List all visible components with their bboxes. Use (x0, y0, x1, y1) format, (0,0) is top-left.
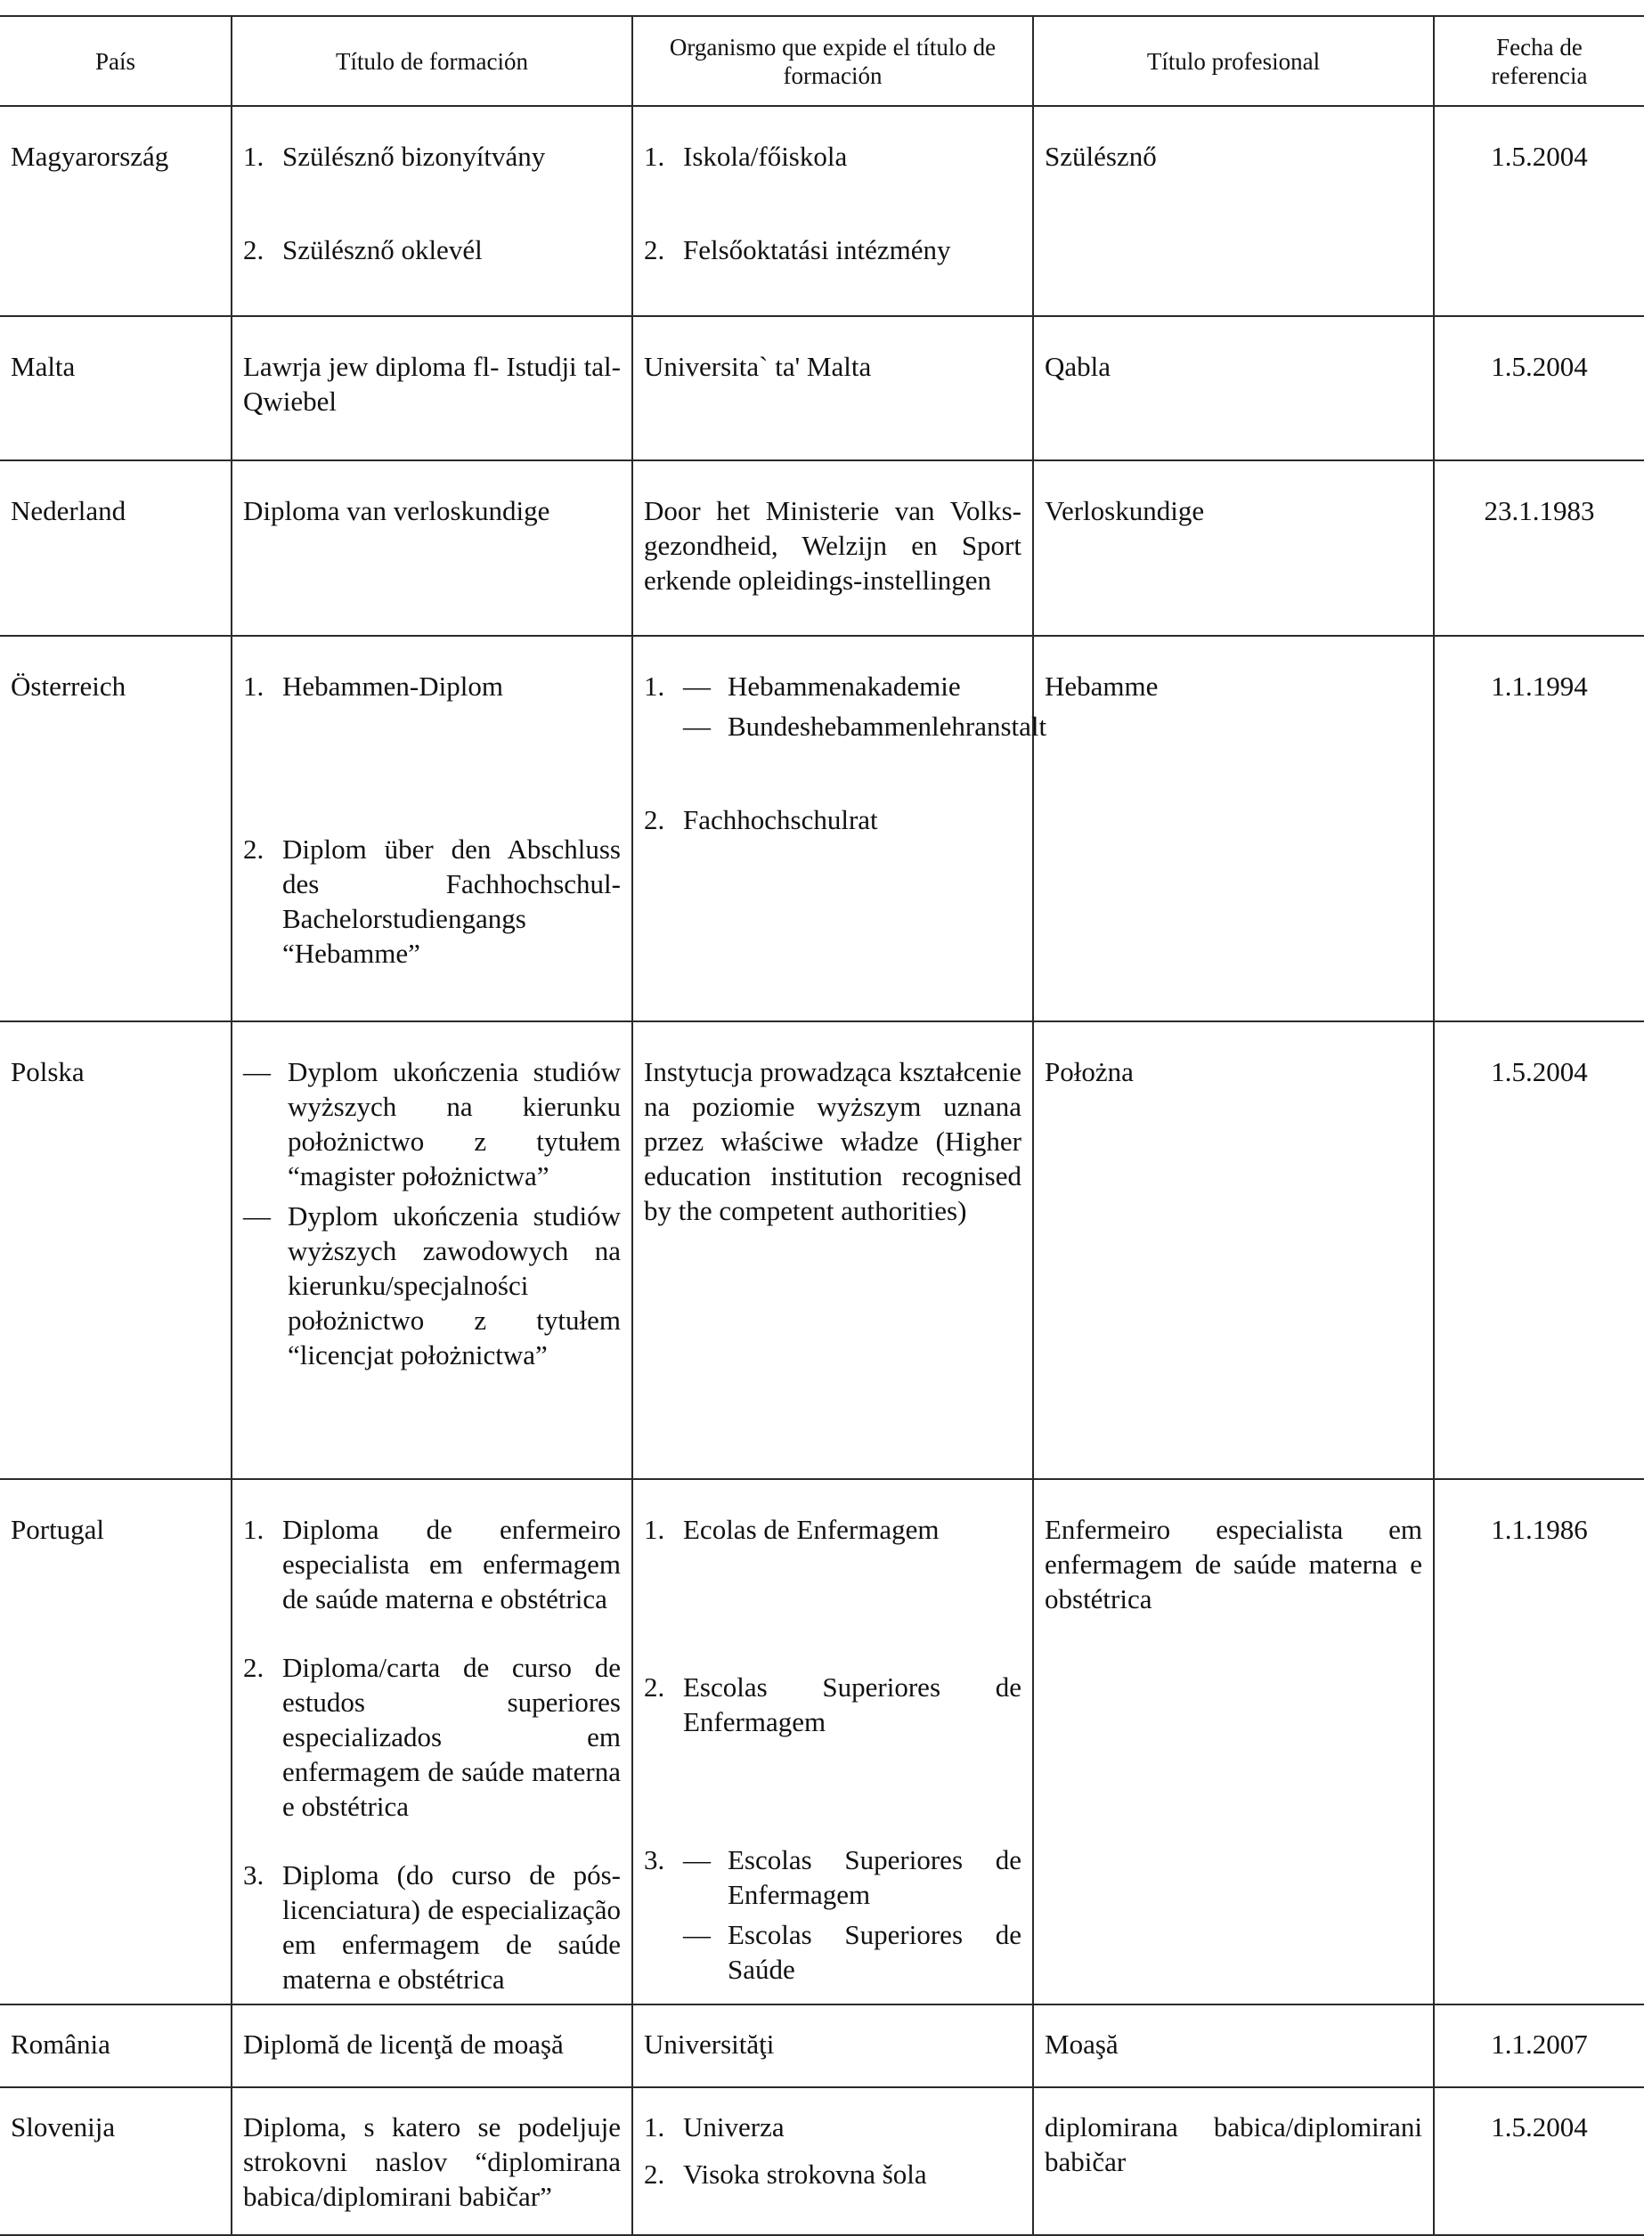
header-row (0, 16, 1644, 106)
table-row (0, 1479, 1644, 2004)
issuing-body-cell (632, 2087, 1033, 2235)
list-item: 1. Diploma de enfermeiro especialista em enfermagem de saúde materna e obstétrica (243, 1514, 621, 1614)
country-cell: Magyarország (0, 106, 232, 316)
table-row (0, 636, 1644, 1021)
reference-date-cell: 1.1.1986 (1434, 1479, 1644, 2004)
diploma-cell: Diplomă de licenţă de moaşă (232, 2004, 632, 2087)
header-titulo-profesional: Título profesional (1033, 16, 1434, 106)
list-item: 2. Diploma/carta de curso de estudos superiores especializados em enfermagem de saúde materna e obstétrica (243, 1652, 621, 1822)
country-cell: Österreich (0, 636, 232, 1021)
professional-title-cell: Szülésznő (1033, 106, 1434, 316)
professional-title-cell: Hebamme (1033, 636, 1434, 1021)
issuing-body-cell (632, 636, 1047, 1021)
header-organismo: Organismo que expide el título de formación (632, 16, 1033, 106)
qualifications-table (0, 15, 1644, 2236)
country-cell: România (0, 2004, 232, 2087)
issuing-body-cell: Door het Ministerie van Volksgezondheid, Welzijn en Sport erkende opleidings-instellingen (632, 460, 1033, 636)
sub-item: — Hebammenakademie (683, 671, 961, 702)
diploma-cell (232, 1021, 632, 1479)
diploma-cell (232, 106, 632, 316)
header-fecha: Fecha de referencia (1434, 16, 1644, 106)
reference-date-cell: 1.5.2004 (1434, 1021, 1644, 1479)
sub-item: — Escolas Superiores de Enfermagem (683, 1844, 1021, 1910)
diploma-cell: Lawrja jew diploma fl- Istudji tal-Qwiebel (232, 316, 632, 460)
list-item: 1. Ecolas de Enfermagem (644, 1514, 940, 1545)
professional-title-cell: diplomirana babica/diplomirani babičar (1033, 2087, 1434, 2235)
sub-item: — Bundeshebammenlehranstalt (683, 711, 1047, 742)
list-item: 1. Iskola/főiskola (644, 141, 848, 172)
table-row (0, 316, 1644, 460)
country-cell: Slovenija (0, 2087, 232, 2235)
issuing-body-cell: Instytucja prowadząca kształcenie na poziomie wyższym uznana przez właściwe władze (Higher education institution recognised by the competent authorities) (632, 1021, 1033, 1479)
header-pais: País (0, 16, 232, 106)
list-item: 2. Fachhochschulrat (644, 804, 878, 835)
professional-title-cell: Qabla (1033, 316, 1434, 460)
country-cell: Polska (0, 1021, 232, 1479)
list-item: 1. Szülésznő bizonyítvány (243, 141, 546, 172)
reference-date-cell: 1.1.1994 (1434, 636, 1644, 1021)
list-item: 2. Felsőoktatási intézmény (644, 234, 951, 265)
table-row (0, 106, 1644, 316)
reference-date-cell: 1.5.2004 (1434, 2087, 1644, 2235)
table-row (0, 2087, 1644, 2235)
list-item: 1. Hebammen-Diplom (243, 671, 503, 702)
sub-item: — Escolas Superiores de Saúde (683, 1919, 1021, 1985)
list-item: 2. Visoka strokovna šola (644, 2159, 927, 2190)
table-row (0, 1021, 1644, 1479)
list-item: — Dyplom ukończenia studiów wyższych zawodowych na kierunku/specjalności położnictwo z tytułem “licencjat położnictwa” (243, 1200, 621, 1370)
header-titulo-formacion: Título de formación (232, 16, 632, 106)
issuing-body-cell (632, 1479, 1033, 2004)
country-cell: Nederland (0, 460, 232, 636)
professional-title-cell: Moaşă (1033, 2004, 1434, 2087)
issuing-body-cell (632, 106, 1033, 316)
list-item: 2. Diplom über den Abschluss des Fachhochschul-Bachelorstudiengangs “Hebamme” (243, 833, 621, 969)
table-row (0, 460, 1644, 636)
list-item: 2. Szülésznő oklevél (243, 234, 483, 265)
issuing-body-cell: Universităţi (632, 2004, 1033, 2087)
professional-title-cell: Enfermeiro especialista em enfermagem de saúde materna e obstétrica (1033, 1479, 1434, 2004)
professional-title-cell: Położna (1033, 1021, 1434, 1479)
reference-date-cell: 1.1.2007 (1434, 2004, 1644, 2087)
country-cell: Portugal (0, 1479, 232, 2004)
list-item: 1. Univerza (644, 2111, 785, 2142)
list-item: 3. Diploma (do curso de pós-licenciatura) de especialização em enfermagem de saúde materna e obstétrica (243, 1859, 621, 1995)
document-page (0, 15, 1644, 2236)
list-item: 1. — Hebammenakademie — Bundeshebammenlehranstalt (644, 671, 1047, 742)
list-item: 3. — Escolas Superiores de Enfermagem — Escolas Superiores de Saúde (644, 1844, 1021, 1985)
diploma-cell (232, 1479, 632, 2004)
country-cell: Malta (0, 316, 232, 460)
reference-date-cell: 1.5.2004 (1434, 106, 1644, 316)
diploma-cell: Diploma van verloskundige (232, 460, 632, 636)
table-row (0, 2004, 1644, 2087)
diploma-cell (232, 636, 632, 1021)
list-item: 2. Escolas Superiores de Enfermagem (644, 1671, 1021, 1737)
reference-date-cell: 23.1.1983 (1434, 460, 1644, 636)
diploma-cell: Diploma, s katero se podeljuje strokovni naslov “diplomirana babica/diplomirani babičar” (232, 2087, 632, 2235)
reference-date-cell: 1.5.2004 (1434, 316, 1644, 460)
list-item: — Dyplom ukończenia studiów wyższych na kierunku położnictwo z tytułem “magister położnictwa” (243, 1056, 621, 1191)
professional-title-cell: Verloskundige (1033, 460, 1434, 636)
issuing-body-cell: Universita` ta' Malta (632, 316, 1033, 460)
